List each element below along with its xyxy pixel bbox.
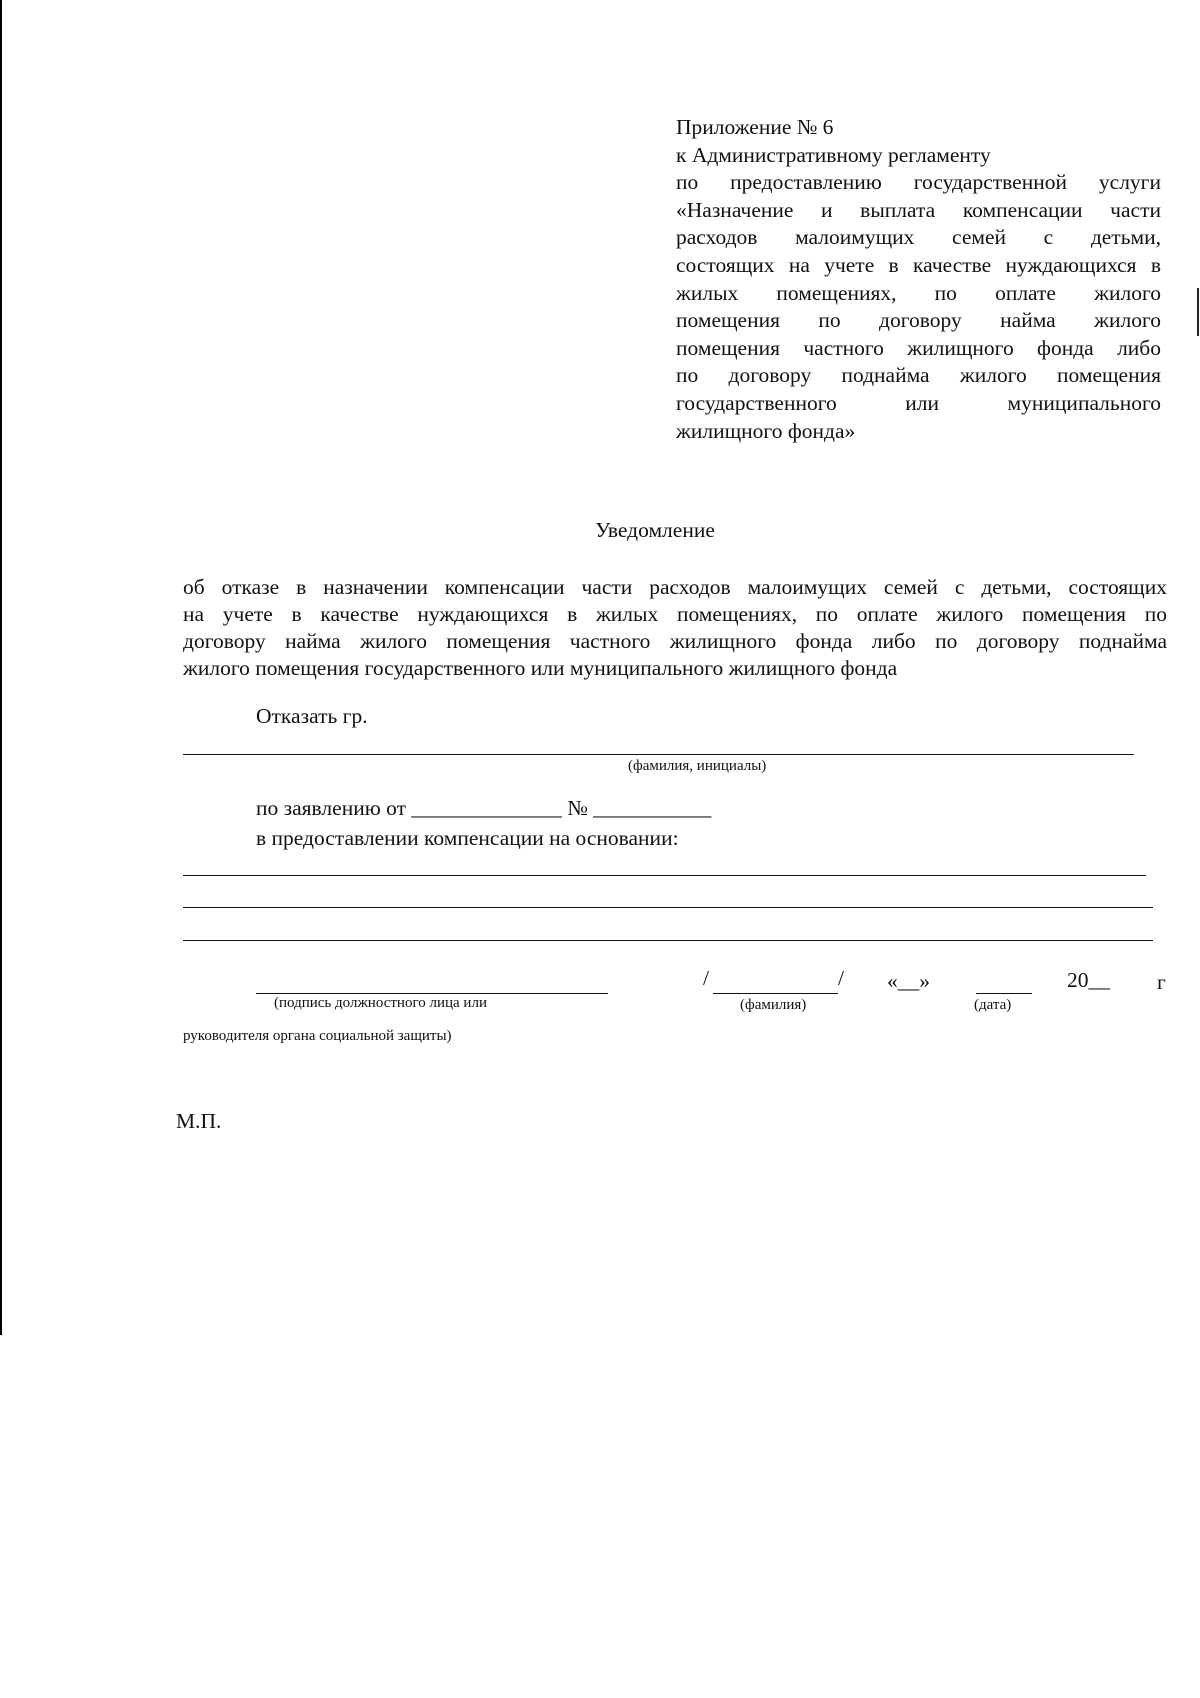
annex-line: состоящих на учете в качестве нуждающихся в: [676, 252, 1161, 277]
subject-line: договору найма жилого помещения частного жилищного фонда либо по договору поднайма: [183, 629, 1167, 653]
signature-fill-line: [256, 993, 608, 994]
year-suffix: г: [1157, 970, 1166, 994]
date-caption: (дата): [974, 997, 1012, 1013]
basis-fill-line: [183, 907, 1153, 908]
annex-line: помещения частного жилищного фонда либо: [676, 335, 1161, 360]
subject-paragraph: [183, 574, 1167, 682]
document-title: Уведомление: [595, 518, 715, 542]
signature-caption-continued: руководителя органа социальной защиты): [183, 1028, 452, 1044]
seal-mark: М.П.: [176, 1109, 222, 1133]
name-fill-line: [183, 754, 1134, 755]
annex-line: жилищного фонда»: [676, 418, 856, 443]
annex-line: «Назначение и выплата компенсации части: [676, 197, 1161, 222]
slash-right: /: [838, 966, 844, 990]
basis-fill-line: [183, 875, 1146, 876]
annex-line: расходов малоимущих семей с детьми,: [676, 225, 1161, 250]
refuse-label: Отказать гр.: [256, 704, 368, 728]
date-quotes: «__»: [887, 969, 930, 993]
scan-left-border: [0, 0, 2, 1335]
annex-line: к Административному регламенту: [676, 142, 991, 167]
scan-right-edge: [1197, 288, 1199, 336]
subject-line: об отказе в назначении компенсации части расходов малоимущих семей с детьми, состоящих: [183, 575, 1167, 599]
name-caption: (фамилия, инициалы): [628, 758, 767, 774]
surname-fill-line: [713, 993, 838, 994]
signature-caption: (подпись должностного лица или: [274, 995, 487, 1011]
annex-line: по предоставлению государственной услуги: [676, 170, 1161, 195]
annex-line: жилых помещениях, по оплате жилого: [676, 280, 1161, 305]
year-prefix: 20__: [1067, 968, 1110, 992]
basis-fill-line: [183, 940, 1153, 941]
subject-line: на учете в качестве нуждающихся в жилых помещениях, по оплате жилого помещения по: [183, 602, 1167, 626]
month-fill-line: [976, 993, 1032, 994]
basis-label: в предоставлении компенсации на основании:: [256, 826, 679, 850]
annex-line: по договору поднайма жилого помещения: [676, 363, 1161, 388]
slash-left: /: [703, 966, 709, 990]
application-label: по заявлению от ______________ № ___________: [256, 796, 712, 820]
surname-caption: (фамилия): [740, 997, 807, 1013]
subject-line: жилого помещения государственного или муниципального жилищного фонда: [183, 656, 898, 680]
annex-line: помещения по договору найма жилого: [676, 308, 1161, 333]
annex-header: [676, 114, 1161, 445]
annex-line: Приложение № 6: [676, 115, 834, 139]
annex-line: государственного или муниципального: [676, 390, 1161, 415]
